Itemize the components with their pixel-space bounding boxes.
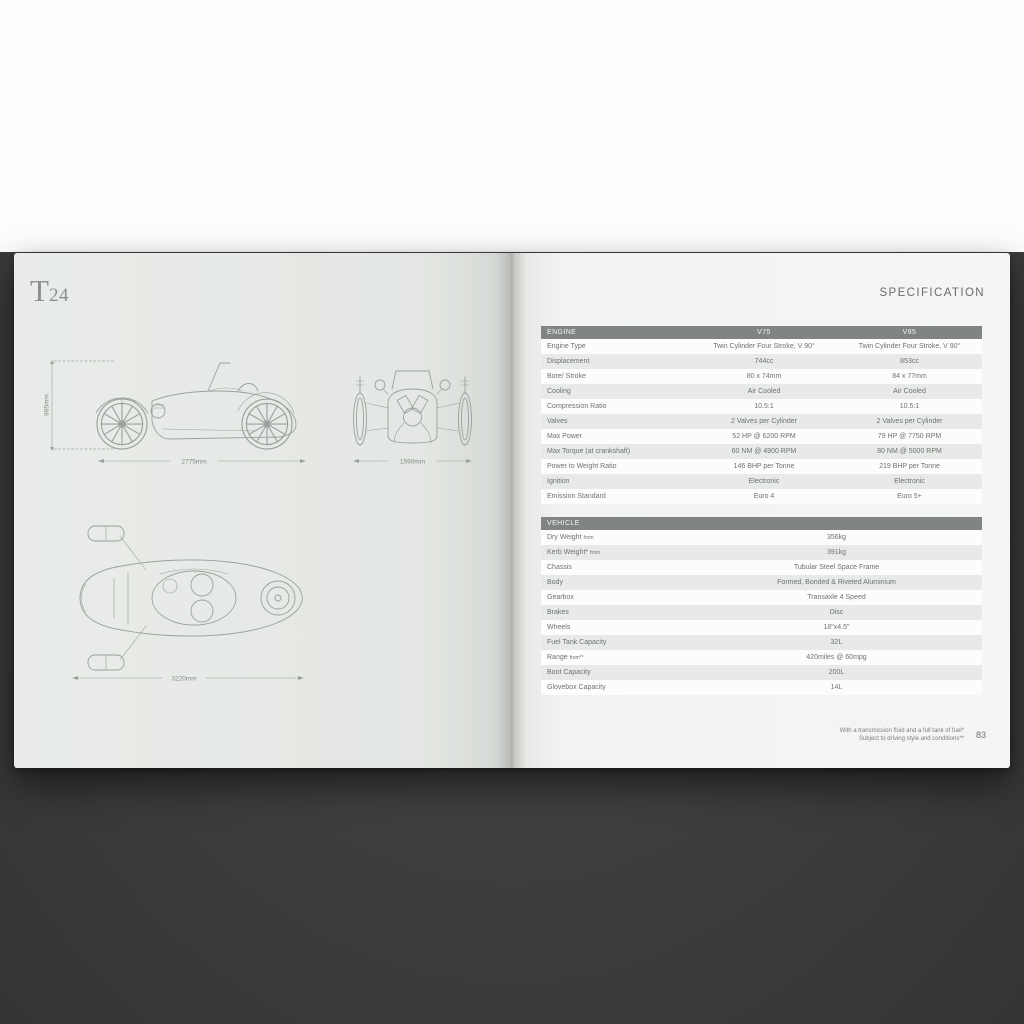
table-row: Engine Type Twin Cylinder Four Stroke, V 90° Twin Cylinder Four Stroke, V 90° [541,339,982,354]
table-row: Max Power 52 HP @ 6200 RPM 79 HP @ 7750 RPM [541,429,982,444]
table-row: Displacement 744cc 853cc [541,354,982,369]
vehicle-table-title: VEHICLE [547,520,580,527]
side-view-drawing [42,351,322,471]
model-title [30,275,69,306]
engine-col-v75: V75 [757,329,771,336]
table-row: Cooling Air Cooled Air Cooled [541,384,982,399]
table-row: Kerb Weight* from 391kg [541,545,982,560]
engine-col-v85: V85 [902,329,917,336]
footnotes [840,727,964,743]
front-view-width-label: 1590mm [399,458,426,466]
front-view-car [354,371,472,445]
table-row: Valves 2 Valves per Cylinder 2 Valves per Cylinder [541,414,982,429]
table-row: Bore/ Stroke 80 x 74mm 84 x 77mm [541,369,982,384]
engine-table-header [541,326,982,339]
engine-table [541,326,982,504]
vehicle-table-header [541,517,982,530]
table-row: Body Formed, Bonded & Riveted Aluminium [541,575,982,590]
table-row: Glovebox Capacity 14L [541,680,982,695]
page-number: 83 [975,730,986,740]
table-row: Ignition Electronic Electronic [541,474,982,489]
footnote-line: With a transmission fluid and a full tank of fuel* [839,728,964,734]
vehicle-table [541,517,982,695]
top-view-length-label: 3220mm [171,675,197,683]
table-row: Range from** 420miles @ 60mpg [541,650,982,665]
table-row: Compression Ratio 10.5:1 10.5:1 [541,399,982,414]
table-row: Emission Standard Euro 4 Euro 5+ [541,489,982,504]
side-view-length-label: 2775mm [181,458,207,466]
table-row: Chassis Tubular Steel Space Frame [541,560,982,575]
table-row: Brakes Disc [541,605,982,620]
footnote-line: Subject to driving style and conditions** [858,736,964,743]
right-page [512,253,1010,768]
left-page [14,253,512,768]
table-row: Fuel Tank Capacity 32L [541,635,982,650]
engine-table-rows [541,339,982,504]
table-row: Power to Weight Ratio 146 BHP per Tonne 219 BHP per Tonne [541,459,982,474]
spec-tables [541,326,982,695]
top-view-drawing [42,508,336,690]
table-row: Boot Capacity 200L [541,665,982,680]
model-title-number: 24 [48,285,69,306]
top-view-car [80,526,302,670]
brochure-spread [14,253,1010,768]
side-view-height-label: 985mm [43,394,51,416]
model-title-letter: T [30,273,49,308]
table-row: Max Torque (at crankshaft) 60 NM @ 4900 RPM 80 NM @ 5000 RPM [541,444,982,459]
table-row: Gearbox Transaxle 4 Speed [541,590,982,605]
page-title: SPECIFICATION [879,287,985,299]
table-row: Wheels 18"x4.5" [541,620,982,635]
table-row: Dry Weight from 356kg [541,530,982,545]
engine-table-title: ENGINE [547,329,577,336]
front-view-drawing [339,351,487,471]
vehicle-table-rows [541,530,982,695]
side-view-car [96,363,296,449]
